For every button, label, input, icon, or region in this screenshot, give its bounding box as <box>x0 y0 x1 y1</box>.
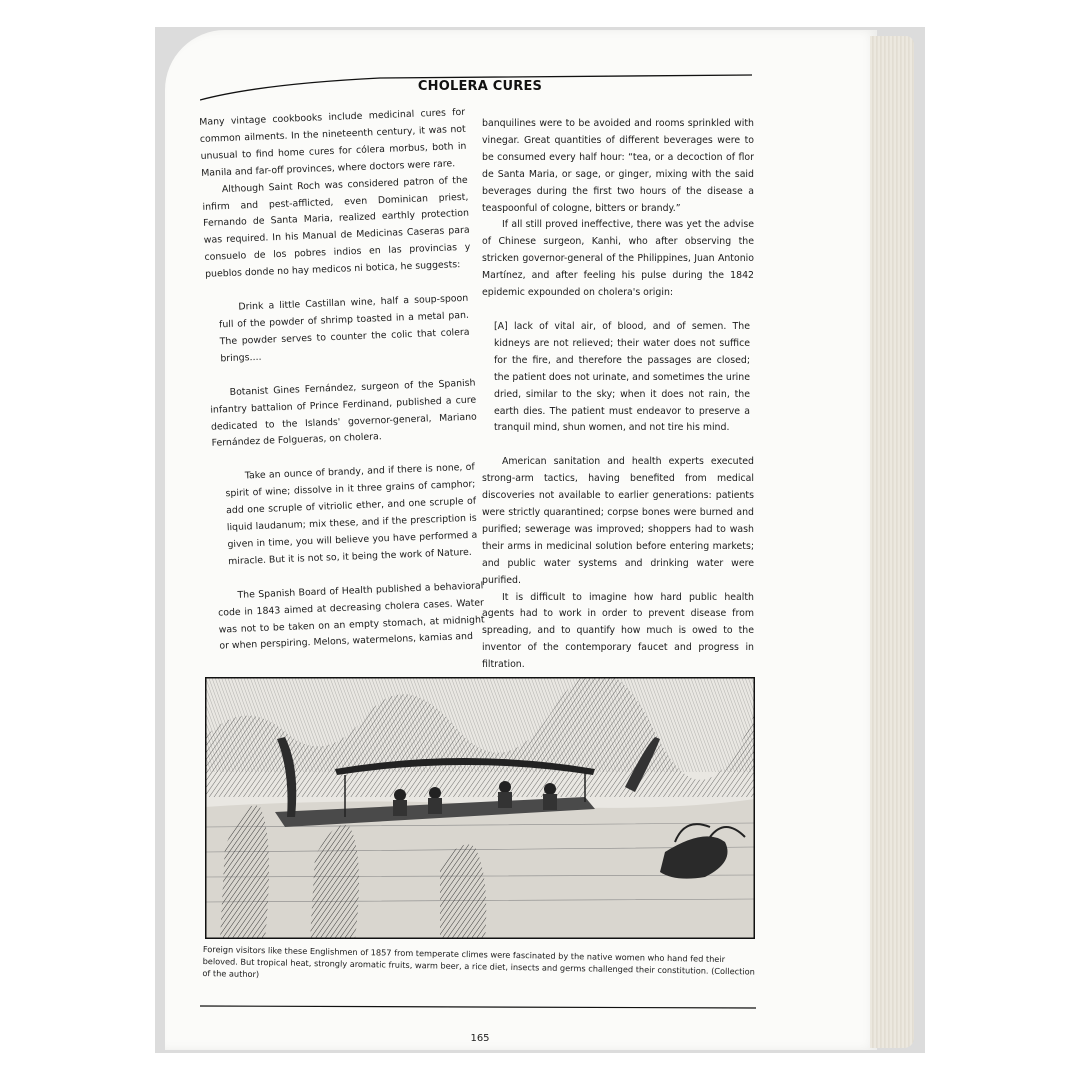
paragraph: Botanist Gines Fernández, surgeon of the Spanish infantry battalion of Prince Ferdinand, published a cure dedicated to the Islands' governor-general, Mariano Fernández de Folgueras, on cholera. <box>210 377 477 450</box>
figure-caption: Foreign visitors like these Englishmen of 1857 from temperate climes were fascinated by the native women who hand fed their beloved. But tropical heat, strongly aromatic fruits, warm beer, a rice diet, insects and germs challenged their constitution. (Collection of the author) <box>202 944 755 979</box>
left-column <box>199 105 486 656</box>
paragraph: If all still proved ineffective, there was yet the advise of Chinese surgeon, Kanhi, who after observing the stricken governor-general of the Philippines, Juan Antonio Martínez, and after feeling his pulse during the 1842 epidemic expounded on cholera's origin: <box>482 219 754 299</box>
page-number: 165 <box>470 1033 490 1044</box>
block-quote: Take an ounce of brandy, and if there is none, of spirit of wine; dissolve in it three grains of camphor; add one scruple of vitriolic ether, and one scruple of liquid laudanum; mix these, and if the prescription is given in time, you will believe you have performed a miracle. But it is not so, it being the work of Nature. <box>225 461 478 568</box>
paragraph: banquilines were to be avoided and rooms sprinkled with vinegar. Great quantities of different beverages were to be consumed every half hour: “tea, or a decoction of flor de Santa Maria, or sage, or ginger, mixing with the said beverages during the first two hours of the disease a teaspoonful of cologne, bitters or brandy.” <box>482 118 754 214</box>
paragraph: The Spanish Board of Health published a behavioral code in 1843 aimed at decreasing cholera cases. Water was not to be taken on an empty stomach, at midnight or when perspiring. Melons, watermelons, kamias and <box>217 580 485 653</box>
right-column <box>482 116 754 674</box>
paragraph: American sanitation and health experts executed strong-arm tactics, having benefited from medical discoveries not available to earlier generations: patients were strictly quarantined; corpse bones were burned and purified; sewerage was improved; shoppers had to wash their arms in medicinal solution before entering markets; and public water systems and drinking water were purified. <box>482 456 754 586</box>
engraving-illustration <box>205 677 755 939</box>
paragraph: Many vintage cookbooks include medicinal cures for common ailments. In the nineteenth century, it was not unusual to find home cures for cólera morbus, both in Manila and far-off provinces, where doctors were rare. <box>199 106 467 179</box>
paragraph: It is difficult to imagine how hard public health agents had to work in order to prevent disease from spreading, and to quantify how much is owed to the inventor of the contemporary faucet and progress in filtration. <box>482 591 754 671</box>
paragraph: Although Saint Roch was considered patron of the infirm and pest-afflicted, even Dominican priest, Fernando de Santa Maria, realized earthly protection was required. In his Manual de Medicinas Caseras para consuelo de los pobres indios en las provincias y pueblos donde no hay medicos ni botica, he suggests: <box>202 174 471 281</box>
block-quote: [A] lack of vital air, of blood, and of semen. The kidneys are not relieved; their water does not suffice for the fire, and therefore the passages are closed; the patient does not urinate, and sometimes the urine dried, similar to the sky; when it does not rain, the earth dies. The patient must endeavor to preserve a tranquil mind, shun women, and not tire his mind. <box>494 320 750 434</box>
page-edges <box>870 36 914 1048</box>
page-title: CHOLERA CURES <box>417 79 543 94</box>
block-quote: Drink a little Castillan wine, half a soup-spoon full of the powder of shrimp toasted in a metal pan. The powder serves to counter the colic that colera brings.... <box>218 292 470 365</box>
footer-rule <box>200 1003 760 1013</box>
